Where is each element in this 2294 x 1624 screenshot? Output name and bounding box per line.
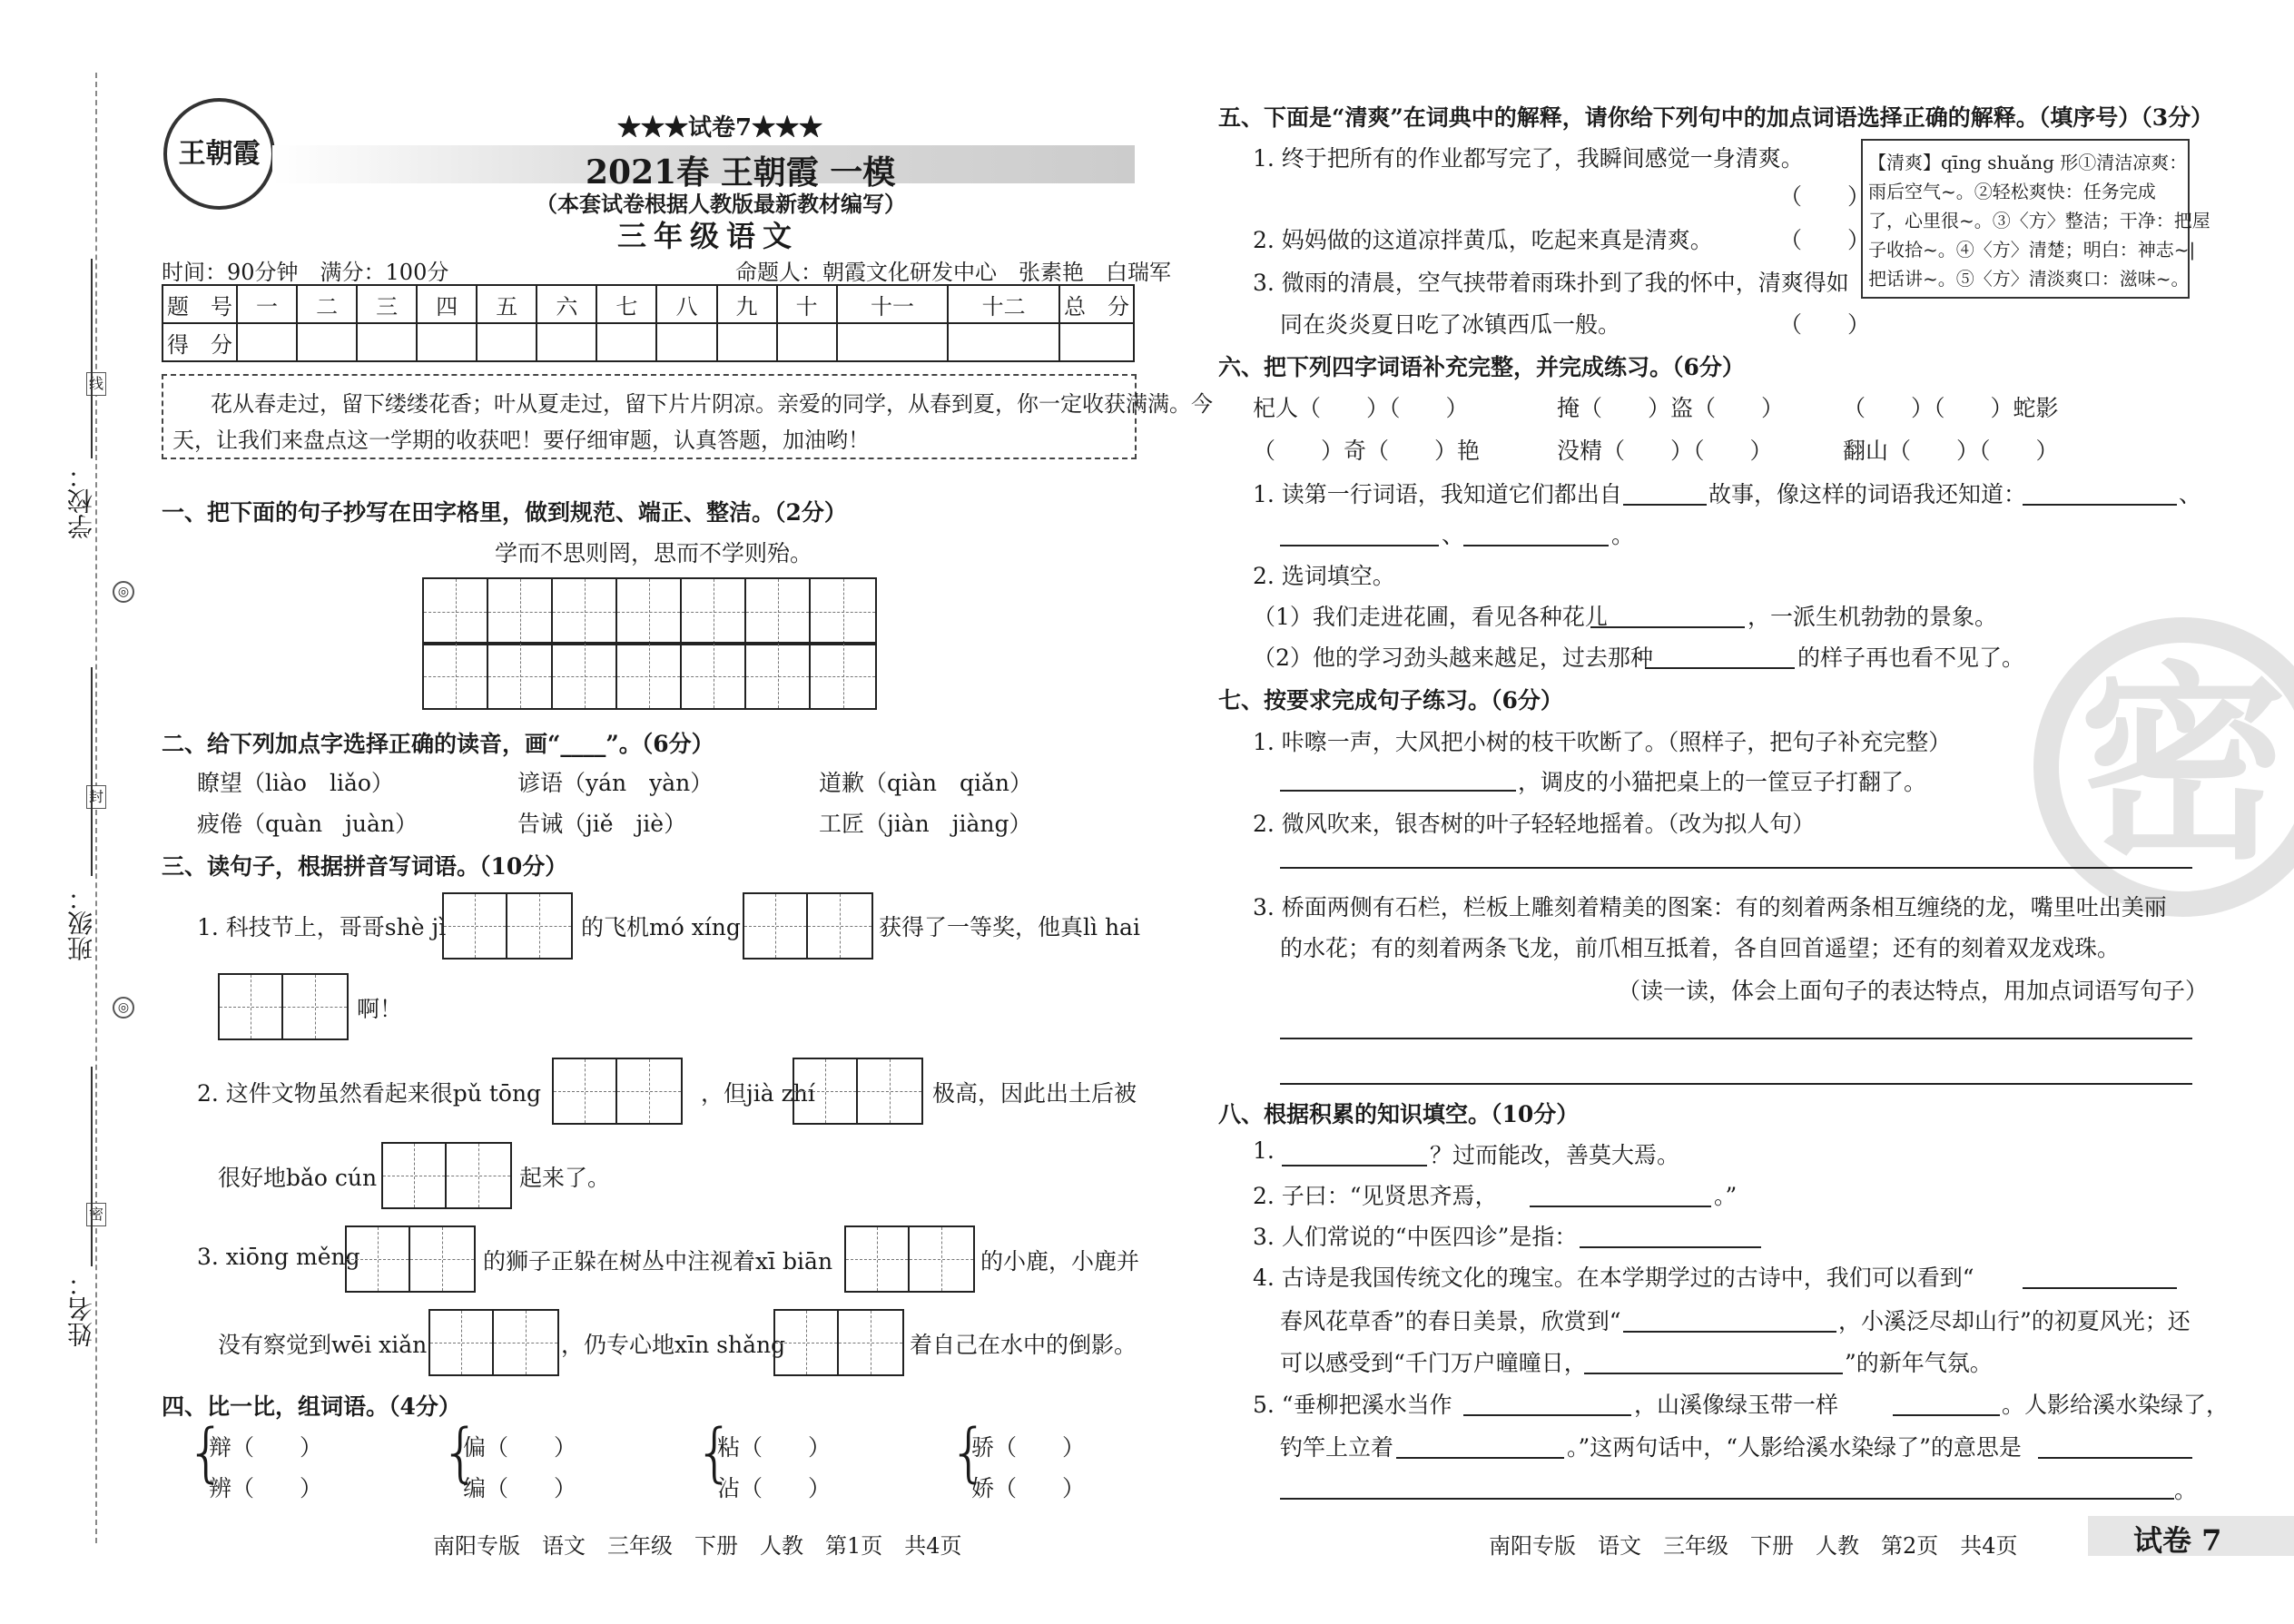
pinyin-choice[interactable]: 谚语（yán yàn） bbox=[517, 770, 714, 796]
name-label: 姓名： bbox=[66, 1271, 96, 1347]
compare-word[interactable]: 辩（ ） bbox=[209, 1434, 323, 1461]
q8-text: 。 bbox=[2174, 1477, 2198, 1503]
answer-line[interactable] bbox=[1463, 545, 1609, 546]
subtitle: （本套试卷根据人教版最新教材编写） bbox=[536, 191, 906, 217]
answer-line[interactable] bbox=[2023, 504, 2177, 506]
q8-text: ”的新年气氛。 bbox=[1845, 1350, 1993, 1376]
q8-text: 5. “垂柳把溪水当作 bbox=[1253, 1392, 1452, 1418]
score-header: 题 号 bbox=[162, 285, 237, 323]
score-cell[interactable] bbox=[656, 323, 716, 361]
compare-word[interactable]: 粘（ ） bbox=[717, 1434, 832, 1461]
answer-line[interactable] bbox=[1280, 1498, 2174, 1500]
q3-text: 没有察觉到wēi xiǎn bbox=[218, 1332, 428, 1358]
section-8-title: 八、根据积累的知识填空。（10分） bbox=[1218, 1101, 1580, 1127]
q5-text: 同在炎炎夏日吃了冰镇西瓜一般。 bbox=[1280, 311, 1621, 338]
score-cell[interactable] bbox=[237, 323, 297, 361]
word-grid[interactable] bbox=[552, 1058, 683, 1125]
answer-line[interactable] bbox=[1280, 1083, 2192, 1085]
q3-text: 很好地bǎo cún bbox=[218, 1165, 378, 1191]
q6-text: 1. 读第一行词语，我知道它们都出自 bbox=[1253, 481, 1622, 507]
score-cell[interactable] bbox=[297, 323, 357, 361]
section-3-title: 三、读句子，根据拼音写词语。（10分） bbox=[162, 853, 568, 880]
q6-text: ，一派生机勃勃的景象。 bbox=[1748, 604, 1998, 630]
compare-word[interactable]: 骄（ ） bbox=[971, 1434, 1086, 1461]
score-header: 十 bbox=[777, 285, 837, 323]
word-grid[interactable] bbox=[442, 892, 573, 960]
brand-logo: 王朝霞 bbox=[163, 98, 275, 210]
section-6-title: 六、把下列四字词语补充完整，并完成练习。（6分） bbox=[1218, 354, 1745, 380]
compare-word[interactable]: 辨（ ） bbox=[209, 1475, 323, 1501]
q6-text: 2. 选词填空。 bbox=[1253, 563, 1395, 589]
answer-paren[interactable]: （ ） bbox=[1779, 183, 1871, 210]
dict-line: 雨后空气~。②轻松爽快：任务完成 bbox=[1868, 181, 2156, 202]
compare-word[interactable]: 娇（ ） bbox=[971, 1475, 1086, 1501]
q6-text: 故事，像这样的词语我还知道： bbox=[1708, 481, 2027, 507]
score-header: 五 bbox=[477, 285, 537, 323]
q6-text: 。 bbox=[1611, 522, 1635, 548]
answer-line[interactable] bbox=[2038, 1457, 2192, 1459]
main-title: 2021春 王朝霞 一模 bbox=[586, 153, 896, 192]
answer-paren[interactable]: （ ） bbox=[1779, 227, 1871, 253]
q8-text: ，小溪泛尽却山行”的初夏风光；还 bbox=[1838, 1308, 2191, 1334]
answer-line[interactable] bbox=[1280, 545, 1439, 546]
q3-text: 极高，因此出土后被 bbox=[932, 1080, 1137, 1107]
score-cell[interactable] bbox=[777, 323, 837, 361]
answer-line[interactable] bbox=[1590, 626, 1745, 628]
score-cell[interactable] bbox=[537, 323, 596, 361]
word-grid[interactable] bbox=[773, 1309, 904, 1376]
answer-line[interactable] bbox=[1280, 867, 2192, 869]
score-cell[interactable] bbox=[417, 323, 477, 361]
q8-text: 钓竿上立着 bbox=[1280, 1434, 1394, 1461]
q7-text: 1. 咔嚓一声，大风把小树的枝干吹断了。（照样子，把句子补充完整） bbox=[1253, 729, 1952, 755]
q3-text: 获得了一等奖，他真lì hai bbox=[879, 914, 1140, 940]
answer-line[interactable] bbox=[1584, 1373, 1843, 1374]
q8-text: 。” bbox=[1714, 1183, 1738, 1209]
q5-text: 2. 妈妈做的这道凉拌黄瓜，吃起来真是清爽。 bbox=[1253, 227, 1713, 253]
q6-text: 、 bbox=[1442, 522, 1465, 548]
section-1-title: 一、把下面的句子抄写在田字格里，做到规范、端正、整洁。（2分） bbox=[162, 499, 847, 526]
q3-text: 2. 这件文物虽然看起来很pǔ tōng bbox=[197, 1080, 542, 1107]
intro-line: 花从春走过，留下缕缕花香；叶从夏走过，留下片片阴凉。亲爱的同学，从春到夏，你一定收获满满。今 bbox=[211, 391, 1213, 417]
pinyin-choice[interactable]: 瞭望（liào liǎo） bbox=[197, 770, 394, 796]
q3-text: 的狮子正躲在树丛中注视着xī biān bbox=[483, 1248, 833, 1275]
answer-line[interactable] bbox=[1282, 1165, 1427, 1166]
q3-text: 3. xiōng měng bbox=[197, 1244, 360, 1270]
q3-text: 1. 科技节上，哥哥shè jì bbox=[197, 914, 447, 940]
word-grid[interactable] bbox=[793, 1058, 923, 1125]
q8-text: 。人影给溪水染绿了， bbox=[2002, 1392, 2230, 1418]
score-header: 二 bbox=[297, 285, 357, 323]
idiom-item[interactable]: （ ）（ ）蛇影 bbox=[1843, 395, 2059, 421]
score-cell[interactable] bbox=[837, 323, 949, 361]
brace-icon: { bbox=[949, 1415, 989, 1490]
word-grid[interactable] bbox=[743, 892, 873, 960]
pinyin-choice[interactable]: 道歉（qiàn qiǎn） bbox=[819, 770, 1033, 796]
exam-number: ★★★试卷7★★★ bbox=[617, 114, 823, 142]
idiom-item[interactable]: 没精（ ）（ ） bbox=[1557, 438, 1773, 464]
class-field[interactable] bbox=[91, 667, 93, 876]
compare-word[interactable]: 偏（ ） bbox=[463, 1434, 577, 1461]
compare-word[interactable]: 编（ ） bbox=[463, 1475, 577, 1501]
q6-text: （2）他的学习劲头越来越足，过去那种 bbox=[1253, 645, 1653, 671]
idiom-item[interactable]: 杞人（ ）（ ） bbox=[1253, 395, 1469, 421]
time-info: 时间：90分钟 满分：100分 bbox=[162, 260, 449, 285]
copy-sentence: 学而不思则罔，思而不学则殆。 bbox=[495, 540, 813, 566]
class-label: 班级： bbox=[66, 885, 96, 961]
q7-text: ，调皮的小猫把桌上的一筐豆子打翻了。 bbox=[1518, 769, 1927, 795]
brace-icon: { bbox=[186, 1415, 227, 1490]
footer-right: 南阳专版 语文 三年级 下册 人教 第2页 共4页 bbox=[1489, 1533, 2018, 1559]
score-cell[interactable] bbox=[717, 323, 777, 361]
answer-line[interactable] bbox=[1893, 1414, 2000, 1416]
brace-icon: { bbox=[694, 1415, 735, 1490]
intro-line: 天，让我们来盘点这一学期的收获吧！要仔细审题，认真答题，加油哟！ bbox=[172, 428, 870, 453]
score-header: 九 bbox=[717, 285, 777, 323]
grade-subject: 三年级语文 bbox=[617, 219, 800, 253]
q8-text: 2. 子曰：“见贤思齐焉， bbox=[1253, 1183, 1498, 1209]
score-cell[interactable] bbox=[1059, 323, 1134, 361]
spiral-icon: ◎ bbox=[113, 581, 134, 603]
seal-tag-seal: 封 bbox=[86, 785, 106, 809]
score-header: 十一 bbox=[837, 285, 949, 323]
q5-text: 3. 微雨的清晨，空气挟带着雨珠扑到了我的怀中，清爽得如 bbox=[1253, 270, 1849, 296]
dictionary-box bbox=[1861, 139, 2210, 299]
pinyin-choice[interactable]: 工匠（jiàn jiàng） bbox=[819, 811, 1032, 837]
footer-badge: 试卷 7 bbox=[2133, 1523, 2222, 1558]
answer-line[interactable] bbox=[1530, 1206, 1711, 1207]
q6-text: 的样子再也看不见了。 bbox=[1797, 645, 2025, 671]
q6-text: （1）我们走进花圃，看见各种花儿 bbox=[1253, 604, 1608, 630]
answer-line[interactable] bbox=[1623, 504, 1707, 506]
score-header: 三 bbox=[357, 285, 417, 323]
q8-text: 。”这两句话中，“人影给溪水染绿了”的意思是 bbox=[1567, 1434, 2022, 1461]
answer-line[interactable] bbox=[1396, 1457, 1564, 1459]
q7-text: 3. 桥面两侧有石栏，栏板上雕刻着精美的图案：有的刻着两条相互缠绕的龙，嘴里吐出美丽 bbox=[1253, 894, 2167, 920]
q3-text: 起来了。 bbox=[519, 1165, 611, 1191]
score-header: 总 分 bbox=[1059, 285, 1134, 323]
q3-text: ，仍专心地xīn shǎng bbox=[561, 1332, 786, 1358]
footer-left: 南阳专版 语文 三年级 下册 人教 第1页 共4页 bbox=[433, 1533, 962, 1559]
dict-line: 把话讲~。⑤〈方〉清淡爽口：滋味~。 bbox=[1868, 268, 2190, 290]
score-row-label: 得 分 bbox=[162, 323, 237, 361]
q3-text: ，但jià zhí bbox=[701, 1080, 815, 1107]
section-2-title: 二、给下列加点字选择正确的读音，画“____”。（6分） bbox=[162, 731, 714, 757]
q7-instruction: （读一读，体会上面句子的表达特点，用加点词语写句子） bbox=[1618, 978, 2209, 1004]
score-header: 六 bbox=[537, 285, 596, 323]
score-header: 八 bbox=[656, 285, 716, 323]
idiom-item[interactable]: （ ）奇（ ）艳 bbox=[1253, 438, 1481, 464]
compare-word[interactable]: 沾（ ） bbox=[717, 1475, 832, 1501]
answer-line[interactable] bbox=[1463, 1414, 1631, 1416]
word-grid[interactable] bbox=[345, 1225, 476, 1293]
brace-icon: { bbox=[440, 1415, 481, 1490]
authors: 命题人：朝霞文化研发中心 张素艳 白瑞军 bbox=[735, 260, 1171, 285]
score-cell[interactable] bbox=[596, 323, 656, 361]
q7-text: 2. 微风吹来，银杏树的叶子轻轻地摇着。（改为拟人句） bbox=[1253, 811, 1816, 837]
seal-watermark: 密 bbox=[2033, 617, 2294, 917]
q8-text: 3. 人们常说的“中医四诊”是指： bbox=[1253, 1224, 1578, 1250]
answer-line[interactable] bbox=[1280, 790, 1516, 792]
school-label: 学校： bbox=[66, 463, 96, 539]
idiom-item[interactable]: 翻山（ ）（ ） bbox=[1843, 438, 2059, 464]
q7-text: 的水花；有的刻着两条飞龙，前爪相互抵着，各自回首遥望；还有的刻着双龙戏珠。 bbox=[1280, 935, 2121, 961]
pinyin-choice[interactable]: 告诫（jiě jiè） bbox=[517, 811, 687, 837]
seal-tag-secret: 密 bbox=[86, 1203, 106, 1226]
answer-line[interactable] bbox=[1580, 1246, 1761, 1248]
answer-paren[interactable]: （ ） bbox=[1779, 311, 1871, 338]
section-5-title: 五、下面是“清爽”在词典中的解释，请你给下列句中的加点词语选择正确的解释。（填序号）（3分） bbox=[1218, 104, 2214, 131]
score-header: 四 bbox=[417, 285, 477, 323]
score-header: 十二 bbox=[948, 285, 1059, 323]
score-cell[interactable] bbox=[948, 323, 1059, 361]
seal-tag-line: 线 bbox=[86, 372, 106, 396]
q6-text: 、 bbox=[2179, 481, 2202, 507]
school-field[interactable] bbox=[91, 259, 93, 458]
q8-text: ，山溪像绿玉带一样 bbox=[1634, 1392, 1839, 1418]
dict-line: 子收拾~。④〈方〉清楚；明白：神志~| bbox=[1868, 239, 2196, 261]
answer-line[interactable] bbox=[1280, 1038, 2192, 1039]
word-grid[interactable] bbox=[381, 1142, 512, 1209]
answer-line[interactable] bbox=[1623, 1331, 1836, 1333]
q8-text: 4. 古诗是我国传统文化的瑰宝。在本学期学过的古诗中，我们可以看到“ bbox=[1253, 1265, 1974, 1291]
score-table bbox=[162, 284, 1135, 362]
q8-text: ？过而能改，善莫大焉。 bbox=[1430, 1142, 1680, 1168]
tianzige-grid[interactable] bbox=[422, 642, 877, 710]
pinyin-choice[interactable]: 疲倦（quàn juàn） bbox=[197, 811, 418, 837]
q8-text: 可以感受到“千门万户曈曈日， bbox=[1280, 1350, 1587, 1376]
q3-text: 的飞机mó xíng bbox=[581, 914, 741, 940]
dict-line: 【清爽】qīng shuǎng 形①清洁凉爽： bbox=[1868, 152, 2188, 173]
name-field[interactable] bbox=[91, 1067, 93, 1266]
q5-text: 1. 终于把所有的作业都写完了，我瞬间感觉一身清爽。 bbox=[1253, 145, 1804, 172]
q3-text: 着自己在水中的倒影。 bbox=[910, 1332, 1137, 1358]
score-cell[interactable] bbox=[477, 323, 537, 361]
answer-line[interactable] bbox=[2023, 1287, 2177, 1289]
q8-text: 1. bbox=[1253, 1137, 1275, 1164]
q3-text: 的小鹿，小鹿并 bbox=[980, 1248, 1140, 1275]
q3-text: 啊！ bbox=[357, 996, 403, 1022]
spiral-icon: ◎ bbox=[113, 997, 134, 1019]
answer-line[interactable] bbox=[1645, 667, 1795, 669]
word-grid[interactable] bbox=[844, 1225, 975, 1293]
score-header: 一 bbox=[237, 285, 297, 323]
score-header: 七 bbox=[596, 285, 656, 323]
tianzige-grid[interactable] bbox=[422, 577, 877, 645]
section-4-title: 四、比一比，组词语。（4分） bbox=[162, 1393, 461, 1420]
idiom-item[interactable]: 掩（ ）盗（ ） bbox=[1557, 395, 1785, 421]
q8-text: 春风花草香”的春日美景，欣赏到“ bbox=[1280, 1308, 1621, 1334]
score-cell[interactable] bbox=[357, 323, 417, 361]
section-7-title: 七、按要求完成句子练习。（6分） bbox=[1218, 687, 1563, 714]
dict-line: 了，心里很~。③〈方〉整洁；干净：把屋 bbox=[1868, 210, 2210, 231]
word-grid[interactable] bbox=[428, 1309, 559, 1376]
word-grid[interactable] bbox=[218, 973, 349, 1040]
